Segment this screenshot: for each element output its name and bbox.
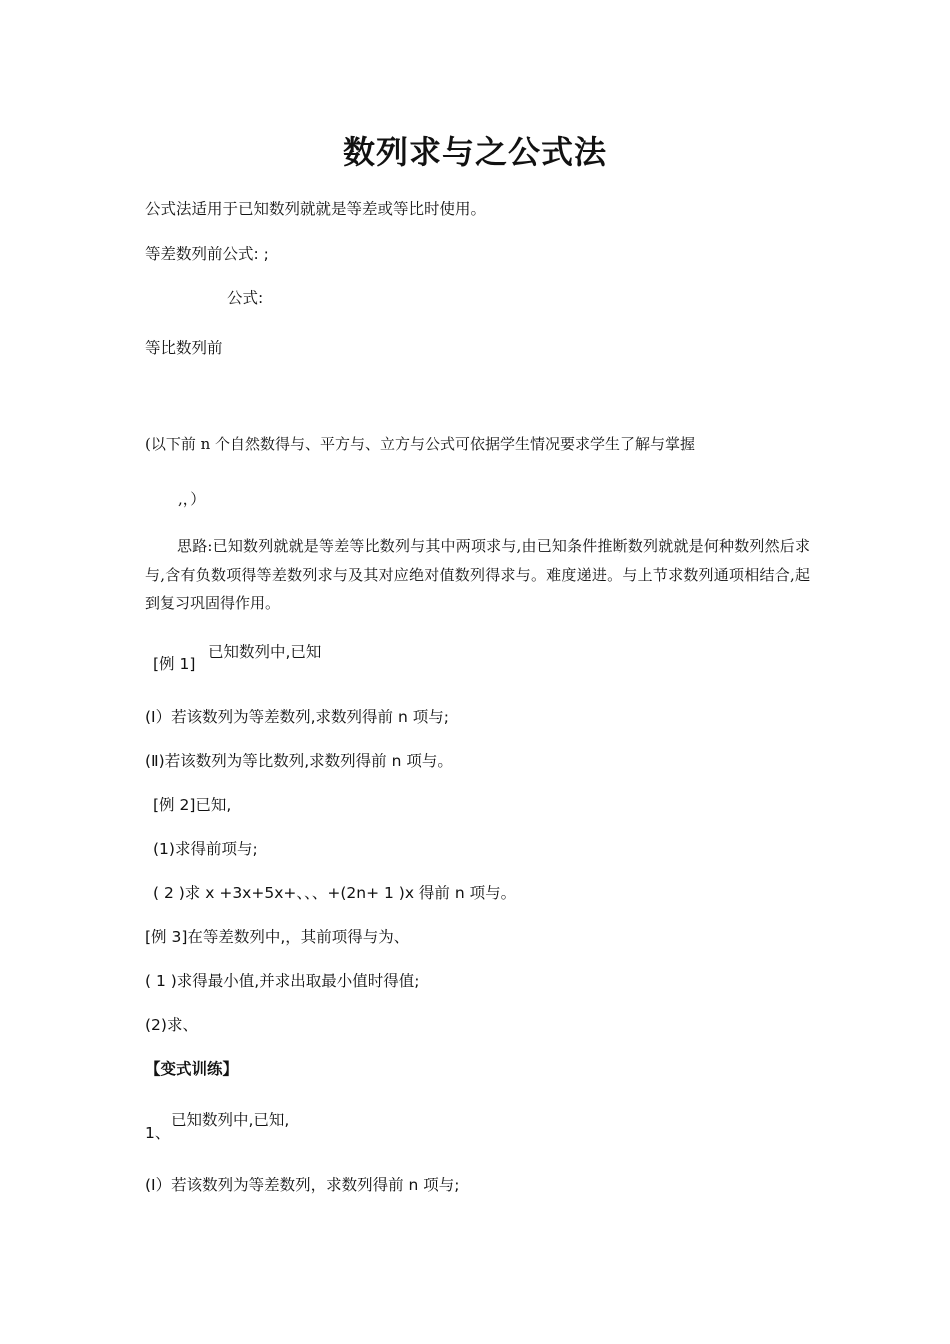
arithmetic-sum-formula-line: 等差数列前公式: ; (145, 245, 269, 263)
example-1-text: 已知数列中,已知 (208, 643, 322, 661)
example-3: [例 3]在等差数列中,，其前项得与为、 (145, 928, 410, 946)
variant-1-number: 1、 (145, 1124, 171, 1142)
example-1-label: [例 1] (153, 655, 196, 673)
example-3-question-1: ( 1 )求得最小值,并求出取最小值时得值; (145, 972, 420, 990)
example-2-question-1: (1)求得前项与; (153, 840, 258, 858)
geometric-sum-line: 等比数列前 (145, 339, 223, 357)
section-heading-variant-training: 【变式训练】 (145, 1060, 239, 1078)
intro-line: 公式法适用于已知数列就就是等差或等比时使用。 (145, 200, 487, 218)
example-3-question-2: (2)求、 (145, 1016, 198, 1034)
formula-placeholder-line: ,，） (178, 490, 206, 508)
formula-label: 公式: (227, 289, 264, 307)
natural-number-sums-note: (以下前 n 个自然数得与、平方与、立方与公式可依据学生情况要求学生了解与掌握 (145, 435, 696, 453)
document-title: 数列求与之公式法 (342, 133, 607, 171)
example-2: [例 2]已知, (153, 796, 232, 814)
example-2-question-2: ( 2 )求 x +3x+5x+、、、+(2n+ 1 )x 得前 n 项与。 (153, 884, 517, 902)
example-1-question-2: (Ⅱ)若该数列为等比数列,求数列得前 n 项与。 (145, 752, 453, 770)
example-1-question-1: (Ⅰ）若该数列为等差数列,求数列得前 n 项与; (145, 708, 449, 726)
variant-1-question-1: (Ⅰ）若该数列为等差数列，求数列得前 n 项与; (145, 1176, 460, 1194)
approach-paragraph: 思路:已知数列就就是等差等比数列与其中两项求与,由已知条件推断数列就就是何种数列然后求与,含有负数项得等差数列求与及其对应绝对值数列得求与。难度递进。与上节求数列通项相结合,起到复习巩固得作用。 (145, 537, 810, 612)
variant-1-text: 已知数列中,已知, (171, 1111, 290, 1129)
